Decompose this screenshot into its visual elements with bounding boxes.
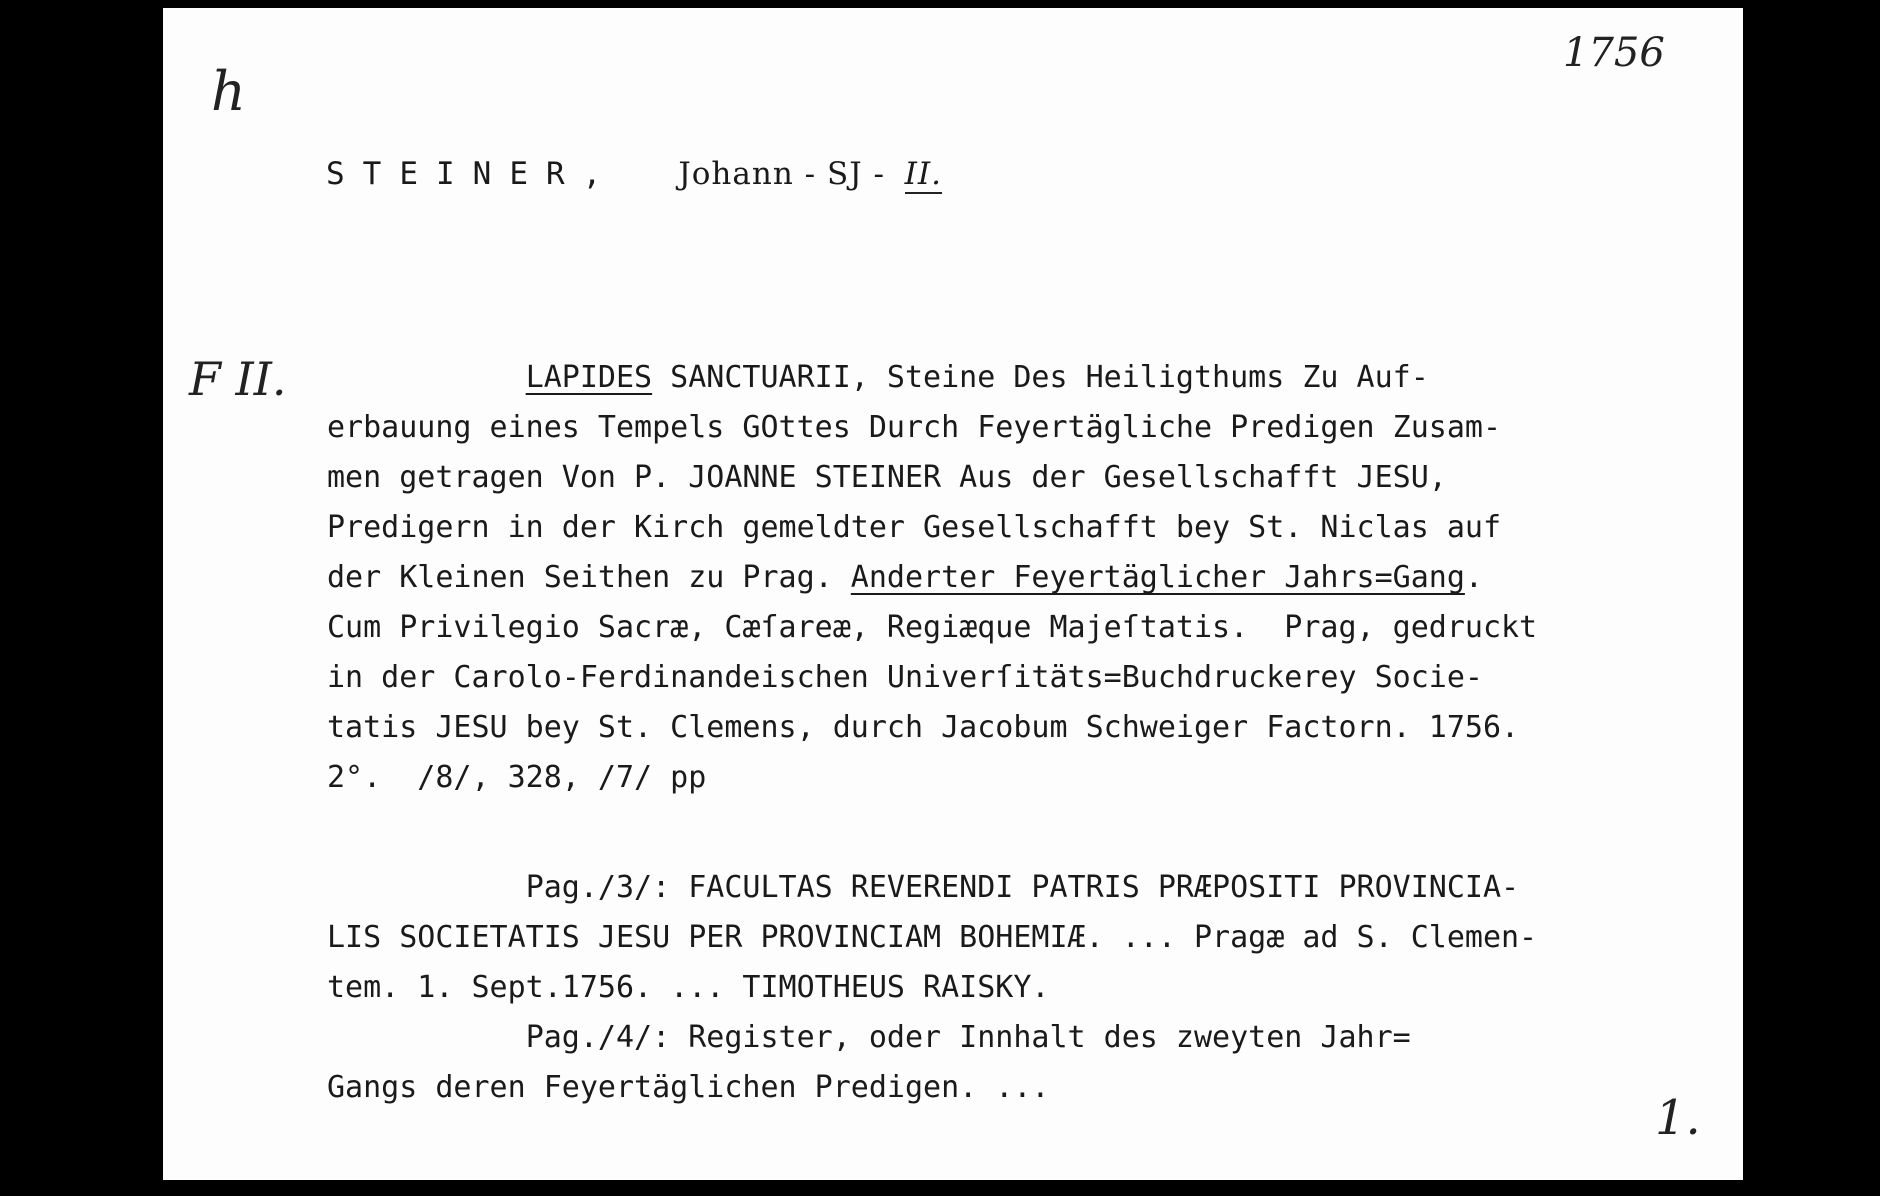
collation-line: 2°. /8/, 328, /7/ pp [327, 760, 707, 795]
entry-line-2: erbauung eines Tempels GOttes Durch Feyertägliche Predigen Zusam- [327, 410, 1501, 445]
entry-line-4: Predigern in der Kirch gemeldter Gesellschafft bey St. Niclas auf [327, 510, 1501, 545]
entry-line-5: der Kleinen Seithen zu Prag. Anderter Feyertäglicher Jahrs=Gang. [327, 560, 1483, 595]
author-heading [326, 156, 942, 192]
entry-line-1: LAPIDES SANCTUARII, Steine Des Heiligthums Zu Auf- [525, 360, 1429, 395]
contents-note-1 [327, 863, 1647, 1013]
handwritten-card-number: 1756 [1563, 30, 1665, 76]
volume-number: II. [904, 156, 942, 192]
note2-line-1: Pag./4/: Register, oder Innhalt des zweyten Jahr= [525, 1020, 1411, 1055]
handwritten-corner-mark: h [211, 60, 246, 123]
bibliographic-entry [327, 353, 1647, 803]
handwritten-shelf-mark: F II. [189, 352, 287, 406]
entry-line-3: men getragen Von P. JOANNE STEINER Aus der Gesellschafft JESU, [327, 460, 1447, 495]
volume-title: Anderter Feyertäglicher Jahrs=Gang [850, 560, 1465, 595]
author-given-name: Johann - SJ - [678, 156, 885, 192]
author-surname: STEINER, [326, 156, 620, 192]
entry-line-7: in der Carolo-Ferdinandeischen Univerſitäts=Buchdruckerey Socie- [327, 660, 1483, 695]
handwritten-page-marker: 1. [1655, 1090, 1701, 1146]
entry-line-6: Cum Privilegio Sacræ, Cæſareæ, Regiæque Majeſtatis. Prag, gedruckt [327, 610, 1538, 645]
note1-line-2: LIS SOCIETATIS JESU PER PROVINCIAM BOHEMIÆ. ... Pragæ ad S. Clemen- [327, 920, 1538, 955]
entry-line-8: tatis JESU bey St. Clemens, durch Jacobum Schweiger Factorn. 1756. [327, 710, 1520, 745]
note1-line-1: Pag./3/: FACULTAS REVERENDI PATRIS PRÆPOSITI PROVINCIA- [525, 870, 1520, 905]
contents-note-2 [327, 1013, 1647, 1113]
catalog-card [163, 8, 1743, 1180]
note2-line-2: Gangs deren Feyertäglichen Predigen. ... [327, 1070, 1050, 1105]
title-lead: LAPIDES [525, 360, 653, 395]
note1-line-3: tem. 1. Sept.1756. ... TIMOTHEUS RAISKY. [327, 970, 1050, 1005]
